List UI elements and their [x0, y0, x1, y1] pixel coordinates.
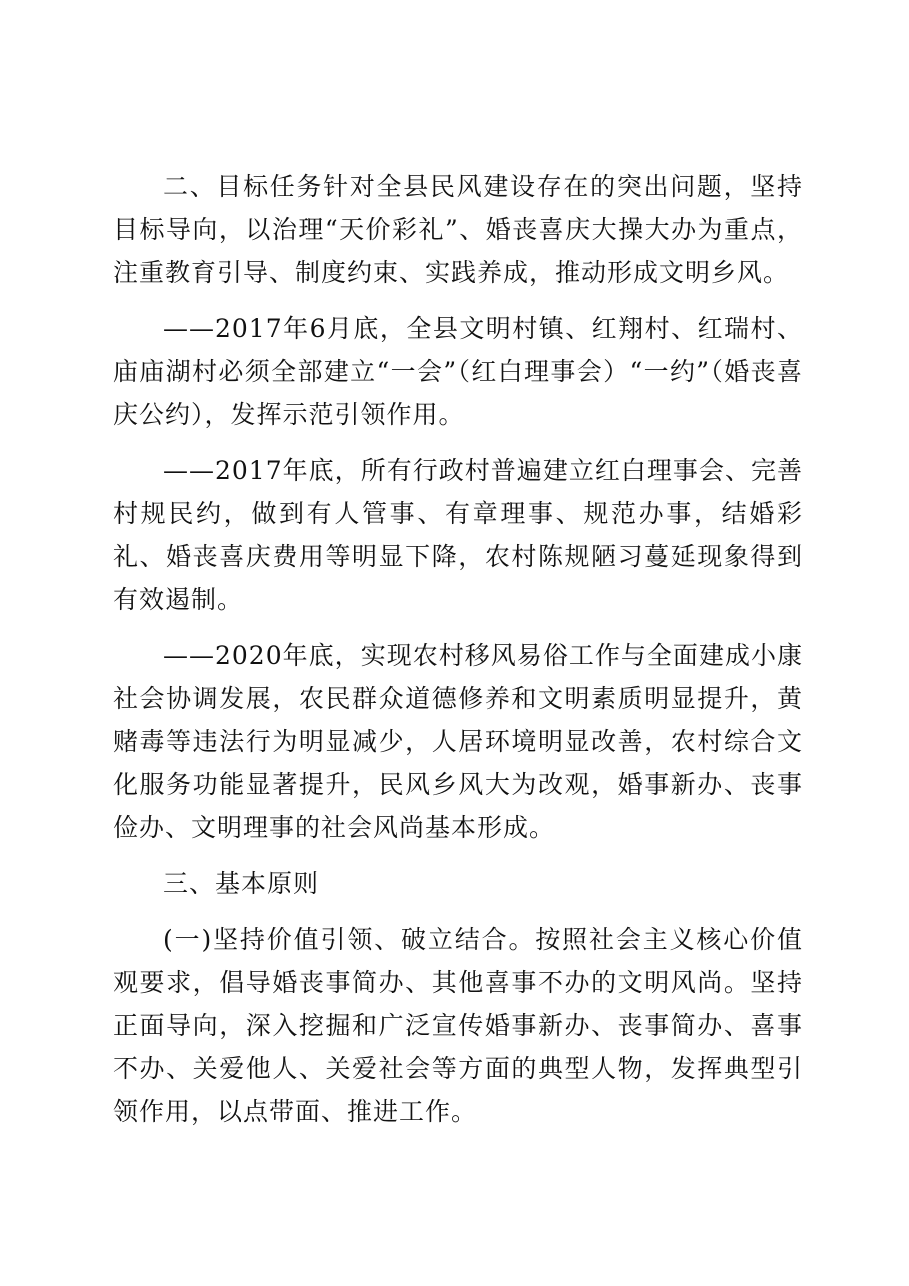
paragraph-goal-2017-end: ——2017年底，所有行政村普遍建立红白理事会、完善村规民约，做到有人管事、有章理事、规范办事，结婚彩礼、婚丧喜庆费用等明显下降，农村陈规陋习蔓延现象得到有效遏制。	[113, 456, 803, 614]
section-heading-basic-principles: 三、基本原则	[163, 869, 320, 898]
paragraph-goal-2020-end: ——2020年底，实现农村移风易俗工作与全面建成小康社会协调发展，农民群众道德修养和文明素质明显提升，黄赌毒等违法行为明显减少，人居环境明显改善，农村综合文化服务功能显著提升，民风乡风大为改观，婚事新办、丧事俭办、文明理事的社会风尚基本形成。	[113, 641, 803, 842]
document-body	[113, 165, 803, 1146]
paragraph-goal-2017-june: ——2017年6月底，全县文明村镇、红翔村、红瑞村、庙庙湖村必须全部建立“一会”（红白理事会）“一约”（婚丧喜庆公约），发挥示范引领作用。	[113, 314, 803, 429]
paragraph-goals-intro: 二、目标任务针对全县民风建设存在的突出问题，坚持目标导向，以治理“天价彩礼”、婚丧喜庆大操大办为重点，注重教育引导、制度约束、实践养成，推动形成文明乡风。	[113, 172, 803, 287]
paragraph-principle-1: (一)坚持价值引领、破立结合。按照社会主义核心价值观要求，倡导婚丧事简办、其他喜事不办的文明风尚。坚持正面导向，深入挖掘和广泛宣传婚事新办、丧事简办、喜事不办、关爱他人、关爱社会等方面的典型人物，发挥典型引领作用，以点带面、推进工作。	[113, 925, 803, 1126]
